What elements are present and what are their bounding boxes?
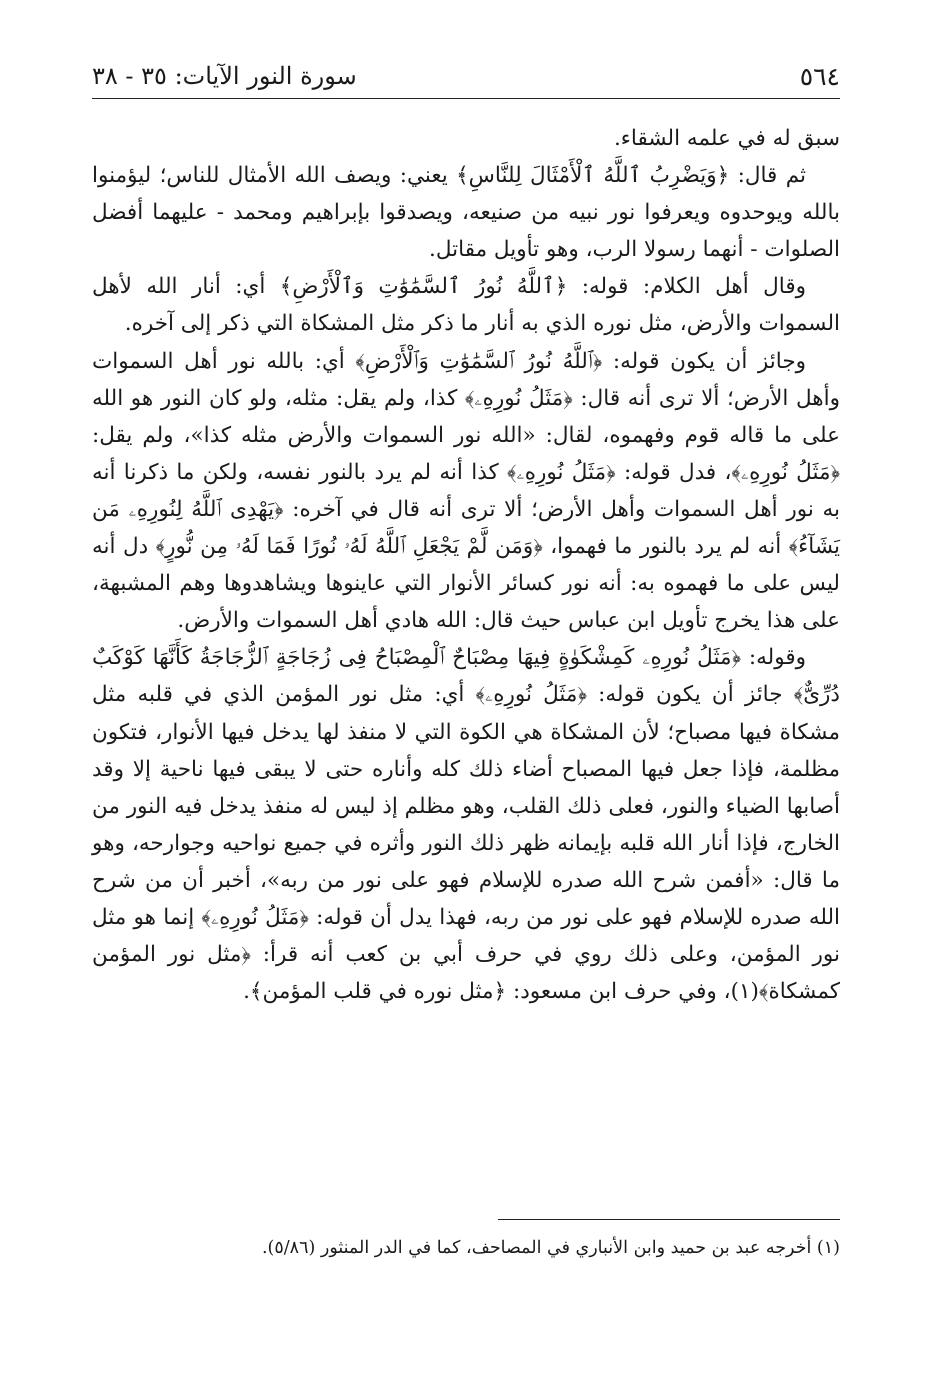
body-text <box>92 120 840 1010</box>
paragraph-5: وقوله: ﴿مَثَلُ نُورِهِۦ كَمِشْكَوٰةٍ فِيهَا مِصْبَاحٌ ٱلْمِصْبَاحُ فِى زُجَاجَةٍ ٱلزُّجَاجَةُ كَأَنَّهَا كَوْكَبٌ دُرِّىٌّ﴾ جائز أن يكون قوله: ﴿مَثَلُ نُورِهِۦ﴾ أي: مثل نور المؤمن الذي في قلبه مثل مشكاة فيها مصباح؛ لأن المشكاة هي الكوة التي لا منفذ لها يدخل فيها الأنوار، فتكون مظلمة، فإذا جعل فيها المصباح أضاء ذلك كله وأناره حتى لا يبقى فيها ناحية إلا وقد أصابها الضياء والنور، فعلى ذلك القلب، وهو مظلم إذ ليس له منفذ يدخل فيه النور من الخارج، فإذا أنار الله قلبه بإيمانه ظهر ذلك النور وأثره في جميع نواحيه وجوارحه، وهو ما قال: «أفمن شرح الله صدره للإسلام فهو على نور من ربه»، أخبر أن من شرح الله صدره للإسلام فهو على نور من ربه، فهذا يدل أن قوله: ﴿مَثَلُ نُورِهِۦ﴾ إنما هو مثل نور المؤمن، وعلى ذلك روي في حرف أبي بن كعب أنه قرأ: ﴿مثل نور المؤمن كمشكاة﴾(١)، وفي حرف ابن مسعود: ﴿مثل نوره في قلب المؤمن﴾. <box>92 645 840 1005</box>
footnote-1: (١) أخرجه عبد بن حميد وابن الأنباري في المصاحف، كما في الدر المنثور (٥/٨٦). <box>261 1238 840 1258</box>
footnote-divider <box>498 1219 840 1220</box>
page-header <box>92 58 840 99</box>
page-number: ٥٦٤ <box>799 62 840 91</box>
paragraph-4: وجائز أن يكون قوله: ﴿ٱللَّهُ نُورُ ٱلسَّمَٰوَٰتِ وَٱلْأَرْضِ﴾ أي: بالله نور أهل السموات وأهل الأرض؛ ألا ترى أنه قال: ﴿مَثَلُ نُورِهِۦ﴾ كذا، ولم يقل: مثله، ولو كان النور هو الله على ما قاله قوم وفهموه، لقال: «الله نور السموات والأرض مثله كذا»، ولم يقل: ﴿مَثَلُ نُورِهِۦ﴾، فدل قوله: ﴿مَثَلُ نُورِهِۦ﴾ كذا أنه لم يرد بالنور نفسه، ولكن ما ذكرنا أنه به نور أهل السموات وأهل الأرض؛ ألا ترى أنه قال في آخره: ﴿يَهْدِى ٱللَّهُ لِنُورِهِۦ مَن يَشَآءُ﴾ أنه لم يرد بالنور ما فهموا، ﴿وَمَن لَّمْ يَجْعَلِ ٱللَّهُ لَهُۥ نُورًا فَمَا لَهُۥ مِن نُّورٍ﴾ دل أنه ليس على ما فهموه به: أنه نور كسائر الأنوار التي عاينوها ويشاهدوها وهم المشبهة، على هذا يخرج تأويل ابن عباس حيث قال: الله هادي أهل السموات والأرض. <box>92 348 840 634</box>
paragraph-1: سبق له في علمه الشقاء. <box>613 126 840 151</box>
paragraph-3: وقال أهل الكلام: قوله: ﴿ٱللَّهُ نُورُ ٱلسَّمَٰوَٰتِ وَٱلْأَرْضِ﴾ أي: أنار الله لأهل السموات والأرض، مثل نوره الذي به أنار ما ذكر مثل المشكاة التي ذكر إلى آخره. <box>92 274 840 337</box>
running-title: سورة النور الآيات: ٣٥ - ٣٨ <box>92 62 357 90</box>
paragraph-2: ثم قال: ﴿وَيَضْرِبُ ٱللَّهُ ٱلْأَمْثَالَ لِلنَّاسِ﴾ يعني: ويصف الله الأمثال للناس؛ ليؤمنوا بالله ويوحدوه ويعرفوا نور نبيه من صنيعه، ويصدقوا بإبراهيم ومحمد - عليهما أفضل الصلوات - أنهما رسولا الرب، وهو تأويل مقاتل. <box>92 163 840 263</box>
